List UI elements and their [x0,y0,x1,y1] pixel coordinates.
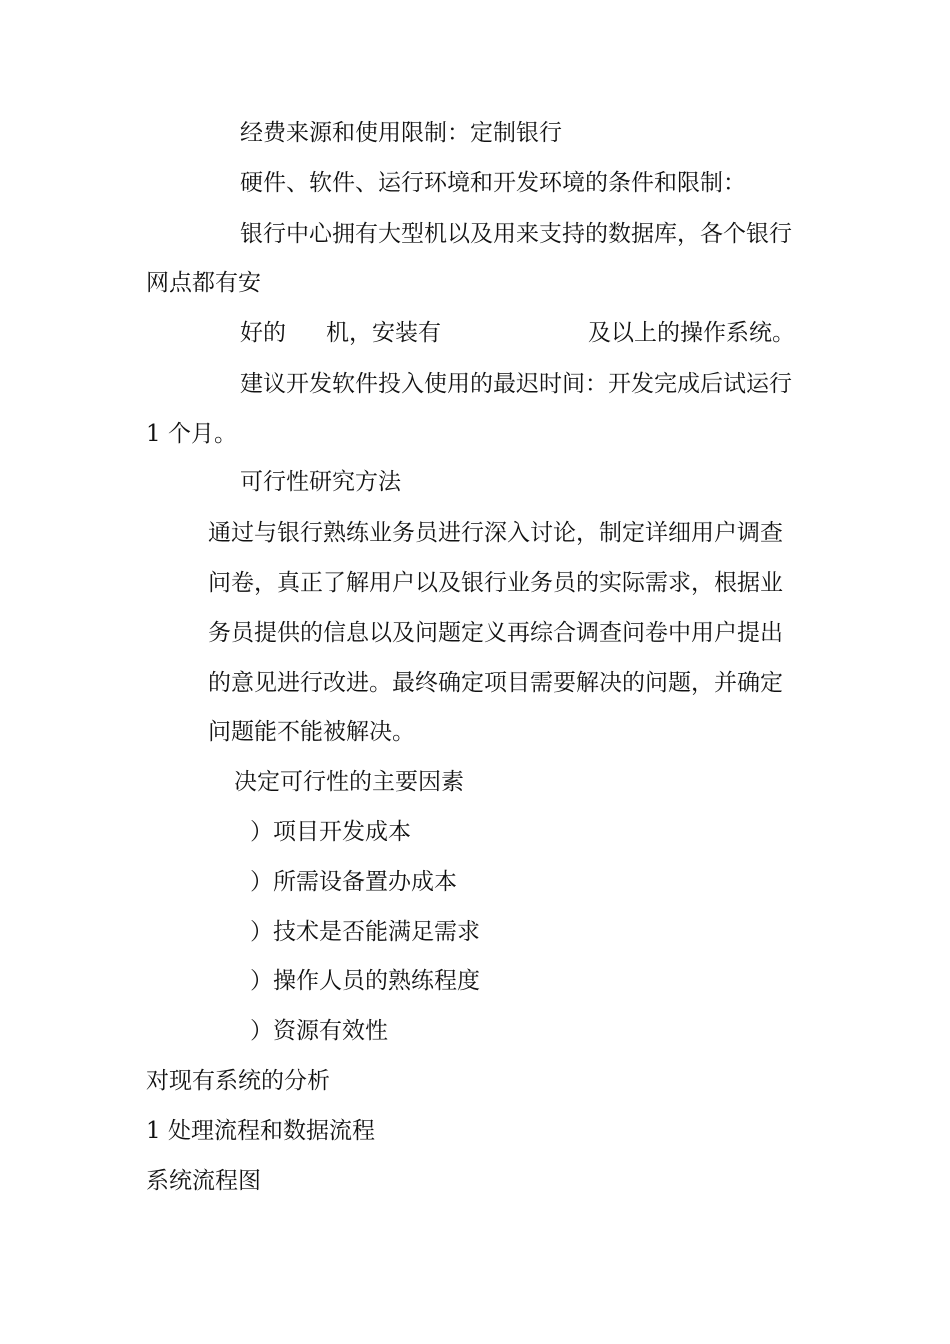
installed-system-seg-1: 好的 [240,320,286,346]
factor-list-item: ）所需设备置办成本 [250,869,457,895]
factor-list-item: ）技术是否能满足需求 [250,919,480,945]
hardware-constraint-heading: 硬件、软件、运行环境和开发环境的条件和限制： [240,170,746,196]
installed-system-seg-2: 机，安装有 [326,320,441,346]
main-factors-heading: 决定可行性的主要因素 [234,769,464,795]
method-paragraph-line-3: 务员提供的信息以及问题定义再综合调查问卷中用户提出 [208,620,783,646]
bank-center-line: 银行中心拥有大型机以及用来支持的数据库，各个银行 [240,221,792,247]
system-flowchart-heading: 系统流程图 [146,1168,261,1194]
method-paragraph-line-1: 通过与银行熟练业务员进行深入讨论，制定详细用户调查 [208,520,783,546]
feasibility-method-heading: 可行性研究方法 [240,469,401,495]
factor-list-item: ）操作人员的熟练程度 [250,968,480,994]
installed-system-line [240,318,820,348]
factor-list-item: ）资源有效性 [250,1018,388,1044]
method-paragraph-line-5: 问题能不能被解决。 [208,719,415,745]
deadline-line: 建议开发软件投入使用的最迟时间：开发完成后试运行 [240,371,792,397]
process-flow-heading: 1 处理流程和数据流程 [146,1118,375,1144]
existing-system-analysis-heading: 对现有系统的分析 [146,1068,330,1094]
deadline-continuation: 1 个月。 [146,421,237,447]
funding-constraint-line: 经费来源和使用限制：定制银行 [240,120,562,146]
method-paragraph-line-4: 的意见进行改进。最终确定项目需要解决的问题，并确定 [208,670,783,696]
installed-system-seg-3: 及以上的操作系统。 [588,320,795,346]
factor-list-item: ）项目开发成本 [250,819,411,845]
method-paragraph-line-2: 问卷，真正了解用户以及银行业务员的实际需求，根据业 [208,570,783,596]
bank-center-continuation: 网点都有安 [146,270,261,296]
